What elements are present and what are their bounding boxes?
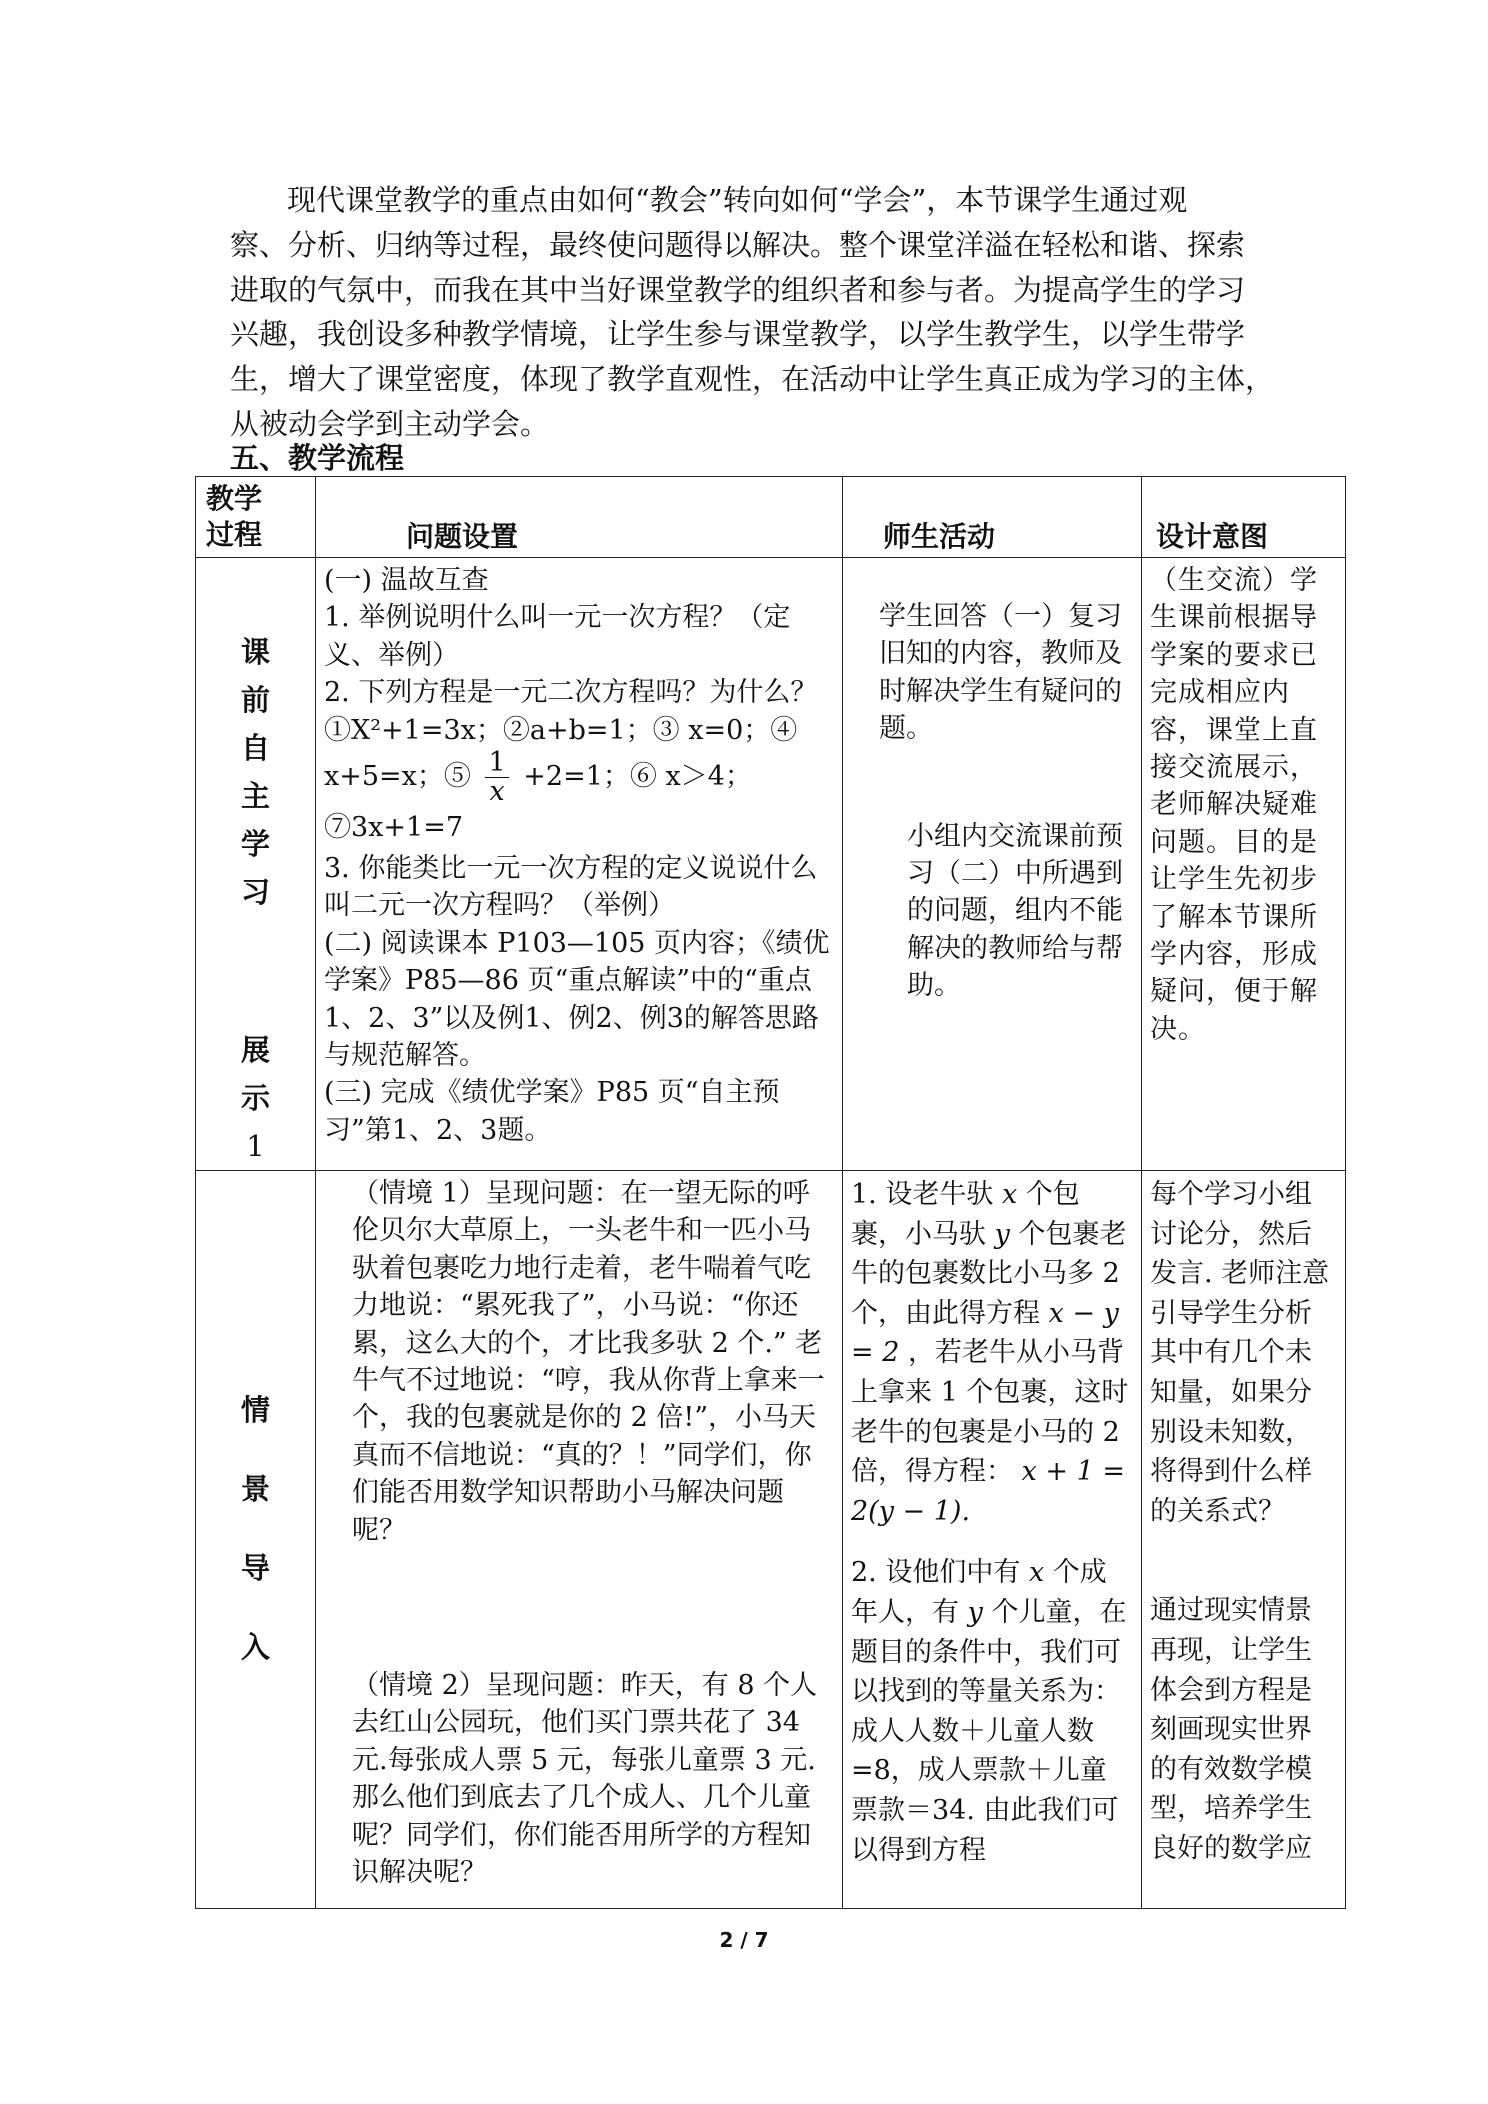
header-intent [1142,477,1346,558]
header-process [196,477,316,558]
section-heading: 五、教学流程 [230,441,405,475]
activity-text: 学生回答（一）复习旧知的内容，教师及时解决学生有疑问的题。 [879,601,1122,745]
problem-fragment: x+5=x；⑤ [324,761,471,793]
problem-text: (一) 温故互查 [324,565,489,596]
variable-x: x [1028,1557,1045,1589]
header-activity-label: 师生活动 [883,520,996,553]
problem-text: (三) 完成《绩优学案》P85 页“自主预习”第1、2、3题。 [324,1077,780,1146]
header-problem [316,477,843,558]
activity-fragment: 个包裹，小马驮 [851,1179,1080,1250]
problem-cell [316,558,843,1171]
stage-char: 情 [240,1393,270,1427]
intro-paragraph [230,178,1275,447]
activity-fragment: 个包裹老牛的包裹数比小马多 2 个，由此得方程 [851,1218,1127,1329]
activity-cell [843,558,1142,1171]
activity-text [851,1553,1131,1870]
intro-line: 生，增大了课堂密度，体现了教学直观性，在活动中让学生真正成为学习的主体， [230,362,1275,397]
stage-char: 入 [240,1630,270,1664]
fraction-numerator: 1 [485,749,508,778]
variable-x: x [1001,1179,1018,1210]
activity-cell [843,1171,1142,1909]
activity-fragment: 个儿童，在题目的条件中，我们可以找到的等量关系为：成人人数＋儿童人数=8，成人票款＋儿童票款＝34. 由此我们可以得到方程 [851,1596,1127,1866]
intent-cell [1142,1171,1346,1909]
intro-line: 从被动会学到主动学会。 [230,406,550,441]
intro-line: 察、分析、归纳等过程，最终使问题得以解决。整个课堂洋溢在轻松和谐、探索 [230,227,1246,262]
stage-char: 示 [240,1081,270,1115]
stage-char: 导 [240,1551,270,1585]
intent-text: （生交流）学生课前根据导学案的要求已完成相应内容，课堂上直接交流展示，老师解决疑难问题。目的是让学生先初步了解本节课所学内容，形成疑问，便于解决。 [1150,565,1318,1045]
intro-line: 兴趣，我创设多种教学情境，让学生参与课堂教学，以学生教学生，以学生带学 [230,317,1246,352]
header-process-line1: 教学 [206,482,263,515]
stage-number: 1 [246,1129,265,1163]
stage-char: 学 [240,827,270,861]
header-problem-label: 问题设置 [406,520,519,553]
problem-text: 3. 你能类比一元一次方程的定义说说什么叫二元一次方程吗？（举例） [324,853,818,922]
activity-text: 小组内交流课前预习（二）中所遇到的问题，组内不能解决的教师给与帮助。 [907,820,1123,1002]
stage-char: 前 [240,683,270,717]
equation-1: x − y = 2 [851,1297,1119,1369]
problem-text: （情境 2）呈现问题：昨天，有 8 个人去红山公园玩，他们买门票共花了 34 元.每张成人票 5 元，每张儿童票 3 元.那么他们到底去了几个成人、几个儿童呢？同学们，你们能否用所学的方程知识解决呢？ [352,1670,818,1889]
intro-line: 现代课堂教学的重点由如何“教会”转向如何“学会”，本节课学生通过观 [287,183,1188,217]
intent-text: 通过现实情景再现，让学生体会到方程是刻画现实世界的有效数学模型，培养学生良好的数学应 [1150,1595,1312,1864]
stage-char: 展 [240,1033,270,1067]
activity-fragment: 2. 设他们中有 [851,1557,1021,1589]
table-row [196,558,1346,1171]
stage-char: 主 [240,779,270,813]
activity-fragment: 个成年人，有 [851,1557,1107,1628]
table-row [196,1171,1346,1909]
header-intent-label: 设计意图 [1156,520,1269,553]
header-process-line2: 过程 [206,518,263,551]
intent-cell [1142,558,1346,1171]
stage-char: 自 [240,731,270,765]
activity-text [851,1175,1131,1531]
stage-cell-intro [196,1171,316,1909]
problem-fragment: +2=1；⑥ x＞4；⑦3x+1=7 [324,761,752,844]
stage-char: 课 [240,635,270,669]
activity-fragment: ，若老牛从小马背上拿来 1 个包裹，这时老牛的包裹是小马的 2 倍，得方程： [851,1337,1129,1488]
problem-text: 1. 举例说明什么叫一元一次方程？（定义、举例） [324,602,791,671]
equation-2: x + 1 = 2(y − 1). [851,1456,1125,1527]
problem-text: 2. 下列方程是一元二次方程吗？为什么？①X²+1=3x；②a+b=1；③ x=0；④ [324,677,818,746]
fraction-one-over-x [485,749,508,806]
variable-y: y [994,1218,1010,1250]
intent-text: 每个学习小组讨论分，然后发言. 老师注意引导学生分析其中有几个未知量，如果分别设未知数，将得到什么样的关系式？ [1150,1179,1330,1527]
stage-cell-preview [196,558,316,1171]
stage-char: 习 [240,875,270,909]
stage-char: 景 [240,1472,270,1506]
page-number: 2 / 7 [719,1928,769,1952]
variable-y: y [967,1596,983,1628]
problem-text [324,749,832,850]
intro-line: 进取的气氛中，而我在其中当好课堂教学的组织者和参与者。为提高学生的学习 [230,272,1246,307]
activity-fragment: 1. 设老牛驮 [851,1179,994,1210]
problem-text: (二) 阅读课本 P103—105 页内容；《绩优学案》P85—86 页“重点解读”中的“重点1、2、3”以及例1、例2、例3的解答思路与规范解答。 [324,927,830,1072]
header-activity [843,477,1142,558]
fraction-denominator: x [489,776,505,808]
teaching-flow-table [195,476,1346,1909]
problem-text: （情境 1）呈现问题：在一望无际的呼伦贝尔大草原上，一头老牛和一匹小马驮着包裹吃力地行走着，老牛喘着气吃力地说：“累死我了”，小马说：“你还累，这么大的个，才比我多驮 2 个.” 老牛气不过地说：“哼，我从你背上拿来一个，我的包裹就是你的 2 倍!”，小马天真而不信地说：“真的？！”同学们，你们能否用数学知识帮助小马解决问题呢？ [352,1178,825,1546]
table-header-row [196,477,1346,558]
problem-cell [316,1171,843,1909]
